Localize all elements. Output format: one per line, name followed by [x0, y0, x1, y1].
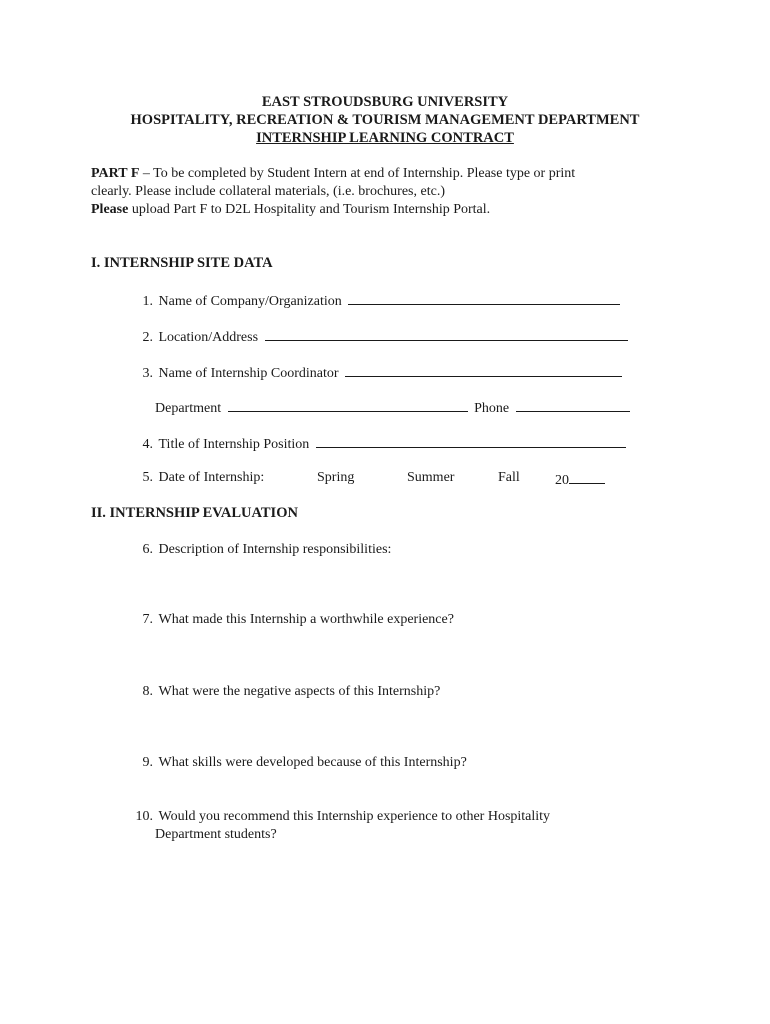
- department-label: Department: [155, 401, 222, 416]
- university-name: EAST STROUDSBURG UNIVERSITY: [261, 94, 509, 110]
- please-label: Please: [91, 202, 129, 217]
- item-department: [155, 397, 630, 418]
- item-date: [129, 469, 629, 487]
- question-label: Description of Internship responsibilities:: [158, 542, 392, 557]
- question-responsibilities: [129, 541, 391, 559]
- contract-title: INTERNSHIP LEARNING CONTRACT: [256, 130, 514, 146]
- question-skills: [129, 754, 467, 772]
- section-evaluation-title: II. INTERNSHIP EVALUATION: [91, 505, 298, 521]
- item-label: Location/Address: [158, 330, 259, 345]
- question-worthwhile: [129, 611, 454, 629]
- item-number: 1.: [142, 294, 153, 309]
- question-label: What skills were developed because of this Internship?: [158, 755, 467, 770]
- part-label: PART F: [91, 166, 140, 181]
- item-number: 5.: [142, 470, 153, 485]
- item-label: Name of Company/Organization: [158, 294, 342, 309]
- item-company: [129, 290, 620, 311]
- question-recommend: [123, 808, 550, 826]
- year-prefix: 20: [555, 473, 569, 488]
- item-coordinator: [129, 362, 622, 383]
- item-location: [129, 326, 628, 347]
- location-field[interactable]: [265, 326, 628, 341]
- upload-line: [91, 201, 490, 219]
- part-f-line: [91, 165, 575, 183]
- item-number: 2.: [142, 330, 153, 345]
- question-label: What made this Internship a worthwhile experience?: [158, 612, 454, 627]
- item-number: 10.: [135, 809, 153, 824]
- department-field[interactable]: [228, 397, 468, 412]
- season-summer[interactable]: Summer: [407, 470, 455, 485]
- item-label: Name of Internship Coordinator: [158, 366, 339, 381]
- company-field[interactable]: [348, 290, 620, 305]
- season-fall[interactable]: Fall: [498, 470, 520, 485]
- section-site-data-title: I. INTERNSHIP SITE DATA: [91, 255, 273, 271]
- question-negative: [129, 683, 440, 701]
- item-number: 3.: [142, 366, 153, 381]
- question-recommend-line2: Department students?: [155, 827, 277, 842]
- item-number: 7.: [142, 612, 153, 627]
- item-number: 4.: [142, 437, 153, 452]
- item-number: 9.: [142, 755, 153, 770]
- item-number: 8.: [142, 684, 153, 699]
- please-text: upload Part F to D2L Hospitality and Tourism Internship Portal.: [128, 202, 491, 217]
- part-text-1: – To be completed by Student Intern at end of Internship. Please type or print: [139, 166, 576, 181]
- phone-label: Phone: [474, 401, 510, 416]
- item-position: [129, 433, 626, 454]
- year-blank[interactable]: [569, 469, 605, 484]
- year-field: [555, 469, 605, 490]
- phone-field[interactable]: [516, 397, 630, 412]
- question-label: Would you recommend this Internship experience to other Hospitality: [158, 809, 551, 824]
- item-label: Title of Internship Position: [158, 437, 310, 452]
- season-spring[interactable]: Spring: [317, 470, 355, 485]
- item-label: Date of Internship:: [158, 470, 265, 485]
- position-field[interactable]: [316, 433, 626, 448]
- coordinator-field[interactable]: [345, 362, 622, 377]
- item-number: 6.: [142, 542, 153, 557]
- question-label: What were the negative aspects of this Internship?: [158, 684, 441, 699]
- part-text-2: clearly. Please include collateral materials, (i.e. brochures, etc.): [91, 184, 445, 199]
- department-name: HOSPITALITY, RECREATION & TOURISM MANAGEMENT DEPARTMENT: [130, 112, 640, 128]
